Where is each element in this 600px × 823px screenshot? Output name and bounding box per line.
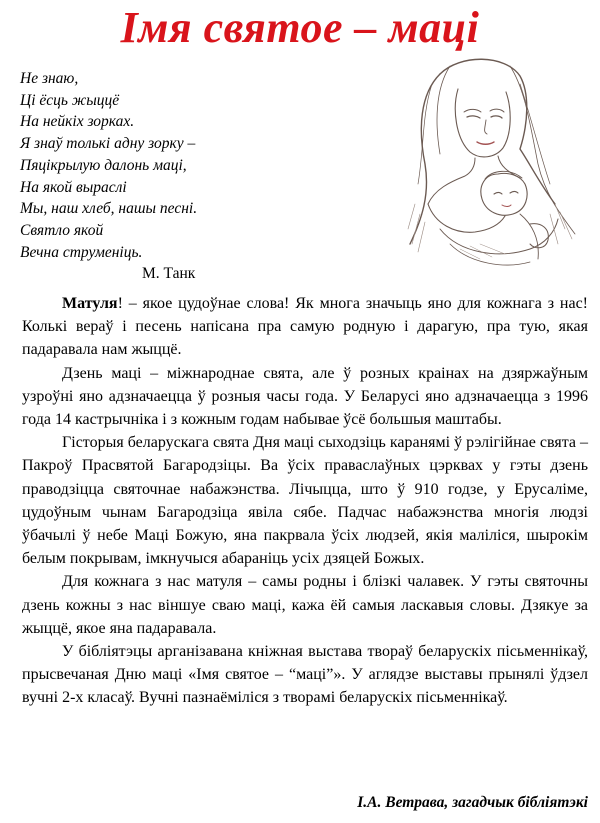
signature: І.А. Ветрава, загадчык бібліятэкі — [357, 794, 588, 811]
paragraph-text: Для кожнага з нас матуля – самы родны і блізкі чалавек. У гэты святочны дзень кожны з нас віншуе сваю маці, кажа ёй самыя ласкавыя словы. Дзякуе за жыццё, якое яна падаравала. — [22, 573, 588, 637]
poem-line: Святло якой — [20, 221, 104, 239]
poem-line: Вечна струменіць. — [20, 243, 143, 261]
poem-line: Пяцікрылую далонь маці, — [20, 156, 187, 174]
poem-line: Не знаю, — [20, 70, 79, 87]
poem-author: М. Танк — [142, 265, 196, 282]
poem — [20, 68, 380, 263]
paragraph — [22, 362, 588, 432]
poem-line: Ці ёсць жыццё — [20, 91, 120, 109]
paragraph-text: Дзень маці – міжнароднае свята, але ў розных краінах на дзяржаўным узроўні яно адзначаецца ў розныя часы года. У Беларусі яно адзначаецца з 1996 года 14 кастрычніка і з кожным годам набывае ўсё большыя маштабы. — [22, 364, 588, 429]
paragraph — [22, 570, 588, 640]
paragraph-lead: Матуля — [62, 295, 118, 312]
paragraph — [22, 431, 588, 570]
paragraph — [22, 292, 588, 362]
paragraph-text: У бібліятэцы арганізавана кніжная выстава твораў беларускіх пісьменнікаў, прысвечаная Дню маці «Імя святое – “маці”». У аглядзе выставы прынялі ўдзел вучні 2-х класаў. Вучні пазнаёміліся з творамі беларускіх пісьменнікаў. — [22, 643, 588, 707]
poem-line: Мы, наш хлеб, нашы песні. — [20, 200, 198, 218]
paragraph-text: ! – якое цудоўнае слова! Як многа значыць яно для кожнага з нас! Колькі вераў і песень напісана пра самую родную і дарагую, пра тую, якая падаравала нам жыццё. — [22, 295, 588, 359]
poem-line: На нейкіх зорках. — [20, 113, 135, 131]
paragraph-text: Гісторыя беларускага свята Дня маці сыходзіць каранямі ў рэлігійнае свята – Пакроў Прасвятой Багародзіцы. Ва ўсіх праваслаўных цэрквах у гэты дзень праводзіцца святочнае набажэнства. Лічыцца, што ў 910 годзе, у Ерусаліме, цудоўным чынам Багародзіца явіла сябе. Падчас набажэнства многія людзі ўбачылі ў небе Маці Божую, яна пакрвала ўсіх людзей, якія маліліся, шырокім белым покрывам, імкнучыся абараніць усіх дзяцей Божых. — [22, 434, 588, 568]
page-title: Імя святое – маці — [120, 3, 480, 52]
paragraph — [22, 640, 588, 710]
mother-and-child-illustration — [380, 54, 590, 276]
poem-line: Я знаў толькі адну зорку – — [20, 135, 196, 153]
article-body — [22, 292, 588, 710]
poem-line: На якой выраслі — [20, 178, 127, 196]
